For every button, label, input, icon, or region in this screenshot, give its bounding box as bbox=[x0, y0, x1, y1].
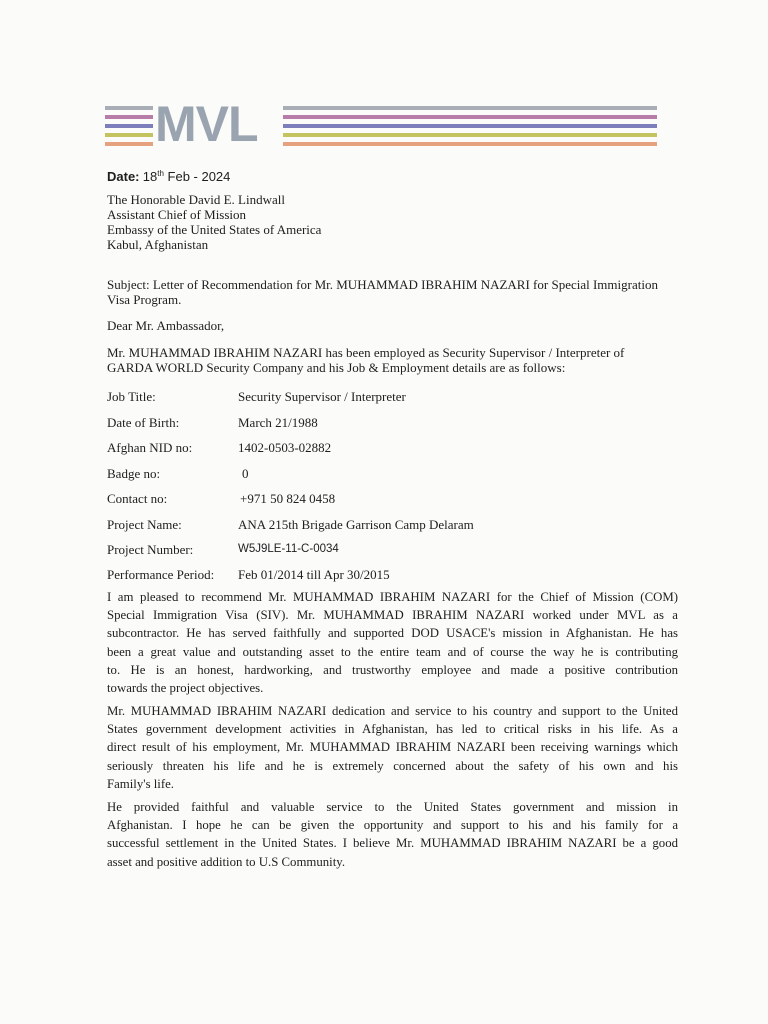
detail-label: Project Number: bbox=[107, 542, 194, 557]
detail-label: Badge no: bbox=[107, 466, 161, 481]
letter-date bbox=[107, 166, 230, 184]
paragraph-line: subcontractor. He has served faithfully and supported DOD USACE's mission in Afghanistan. He has bbox=[107, 626, 678, 641]
detail-value: ANA 215th Brigade Garrison Camp Delaram bbox=[238, 517, 474, 532]
intro-line-1: Mr. MUHAMMAD IBRAHIM NAZARI has been employed as Security Supervisor / Interpreter of bbox=[107, 345, 625, 360]
paragraph-line: seriously threaten his life and he is extremely concerned about the safety of his own and his bbox=[107, 758, 678, 773]
date-label: Date: bbox=[107, 169, 140, 184]
detail-label: Contact no: bbox=[107, 491, 168, 506]
detail-value: March 21/1988 bbox=[238, 415, 318, 430]
salutation: Dear Mr. Ambassador, bbox=[107, 318, 225, 333]
logo-stripe bbox=[283, 142, 657, 146]
intro-line-2: GARDA WORLD Security Company and his Job & Employment details are as follows: bbox=[107, 360, 566, 375]
detail-value: Feb 01/2014 till Apr 30/2015 bbox=[238, 567, 390, 582]
logo-stripe bbox=[105, 115, 153, 119]
subject-line-2: Visa Program. bbox=[107, 292, 182, 307]
date-rest: Feb - 2024 bbox=[163, 169, 231, 184]
intro bbox=[107, 345, 624, 375]
subject-line-1: Subject: Letter of Recommendation for Mr. MUHAMMAD IBRAHIM NAZARI for Special Immigration bbox=[107, 277, 658, 292]
paragraph-line: Family's life. bbox=[107, 776, 174, 791]
paragraph-line: direct result of his employment, Mr. MUHAMMAD IBRAHIM NAZARI been receiving warnings which bbox=[107, 740, 678, 755]
paragraph-line: successful settlement in the United States. I believe Mr. MUHAMMAD IBRAHIM NAZARI be a good bbox=[107, 836, 678, 851]
logo-stripe bbox=[105, 106, 153, 110]
logo-stripe bbox=[283, 133, 657, 137]
mvl-logo bbox=[105, 96, 657, 152]
paragraph-line: Afghanistan. I hope he can be given the opportunity and support to his and his family for a bbox=[107, 818, 678, 833]
detail-label: Performance Period: bbox=[107, 567, 215, 582]
subject bbox=[107, 277, 658, 307]
logo-stripe bbox=[105, 124, 153, 128]
logo-stripe bbox=[283, 106, 657, 110]
paragraph-risks bbox=[107, 702, 678, 793]
date-value bbox=[143, 169, 231, 184]
recipient-city: Kabul, Afghanistan bbox=[107, 237, 209, 252]
detail-value: 1402-0503-02882 bbox=[238, 440, 332, 455]
detail-label: Job Title: bbox=[107, 389, 156, 404]
paragraph-line: I am pleased to recommend Mr. MUHAMMAD IBRAHIM NAZARI for the Chief of Mission (COM) bbox=[107, 590, 678, 604]
detail-label: Afghan NID no: bbox=[107, 440, 193, 455]
logo-stripe bbox=[105, 142, 153, 146]
detail-value: W5J9LE-11-C-0034 bbox=[238, 543, 339, 555]
date-day: 18 bbox=[142, 169, 158, 184]
paragraph-line: Mr. MUHAMMAD IBRAHIM NAZARI dedication and service to his country and support to the United bbox=[107, 704, 678, 718]
detail-value: +971 50 824 0458 bbox=[240, 491, 336, 506]
paragraph-line: to. He is an honest, hardworking, and trustworthy employee and made a positive contribution bbox=[107, 662, 678, 677]
recipient-address bbox=[107, 192, 321, 252]
logo-stripes-right bbox=[283, 106, 657, 146]
logo-stripe bbox=[105, 133, 153, 137]
logo-stripe bbox=[283, 124, 657, 128]
paragraph-line: He provided faithful and valuable service to the United States government and mission in bbox=[107, 800, 678, 814]
paragraph-line: Special Immigration Visa (SIV). Mr. MUHAMMAD IBRAHIM NAZARI worked under MVL as a bbox=[107, 608, 678, 623]
recipient-org: Embassy of the United States of America bbox=[107, 222, 322, 237]
paragraph-line: towards the project objectives. bbox=[107, 681, 264, 696]
recipient-title: Assistant Chief of Mission bbox=[107, 207, 247, 222]
paragraph-closing bbox=[107, 798, 678, 871]
detail-value: 0 bbox=[242, 466, 249, 481]
paragraph-recommendation bbox=[107, 588, 678, 697]
date-suffix: th bbox=[157, 169, 164, 178]
logo-stripes-left bbox=[105, 106, 153, 146]
logo-stripe bbox=[283, 115, 657, 119]
logo-text: MVL bbox=[155, 96, 258, 152]
detail-value: Security Supervisor / Interpreter bbox=[238, 389, 406, 404]
recipient-name: The Honorable David E. Lindwall bbox=[107, 192, 285, 207]
paragraph-line: asset and positive addition to U.S Community. bbox=[107, 854, 346, 869]
detail-label: Date of Birth: bbox=[107, 415, 180, 430]
paragraph-line: States government development activities in Afghanistan, has led to critical risks in his life. As a bbox=[107, 722, 678, 737]
paragraph-line: been a great value and outstanding asset to the entire team and of course the way he is contributing bbox=[107, 644, 678, 659]
detail-label: Project Name: bbox=[107, 517, 182, 532]
